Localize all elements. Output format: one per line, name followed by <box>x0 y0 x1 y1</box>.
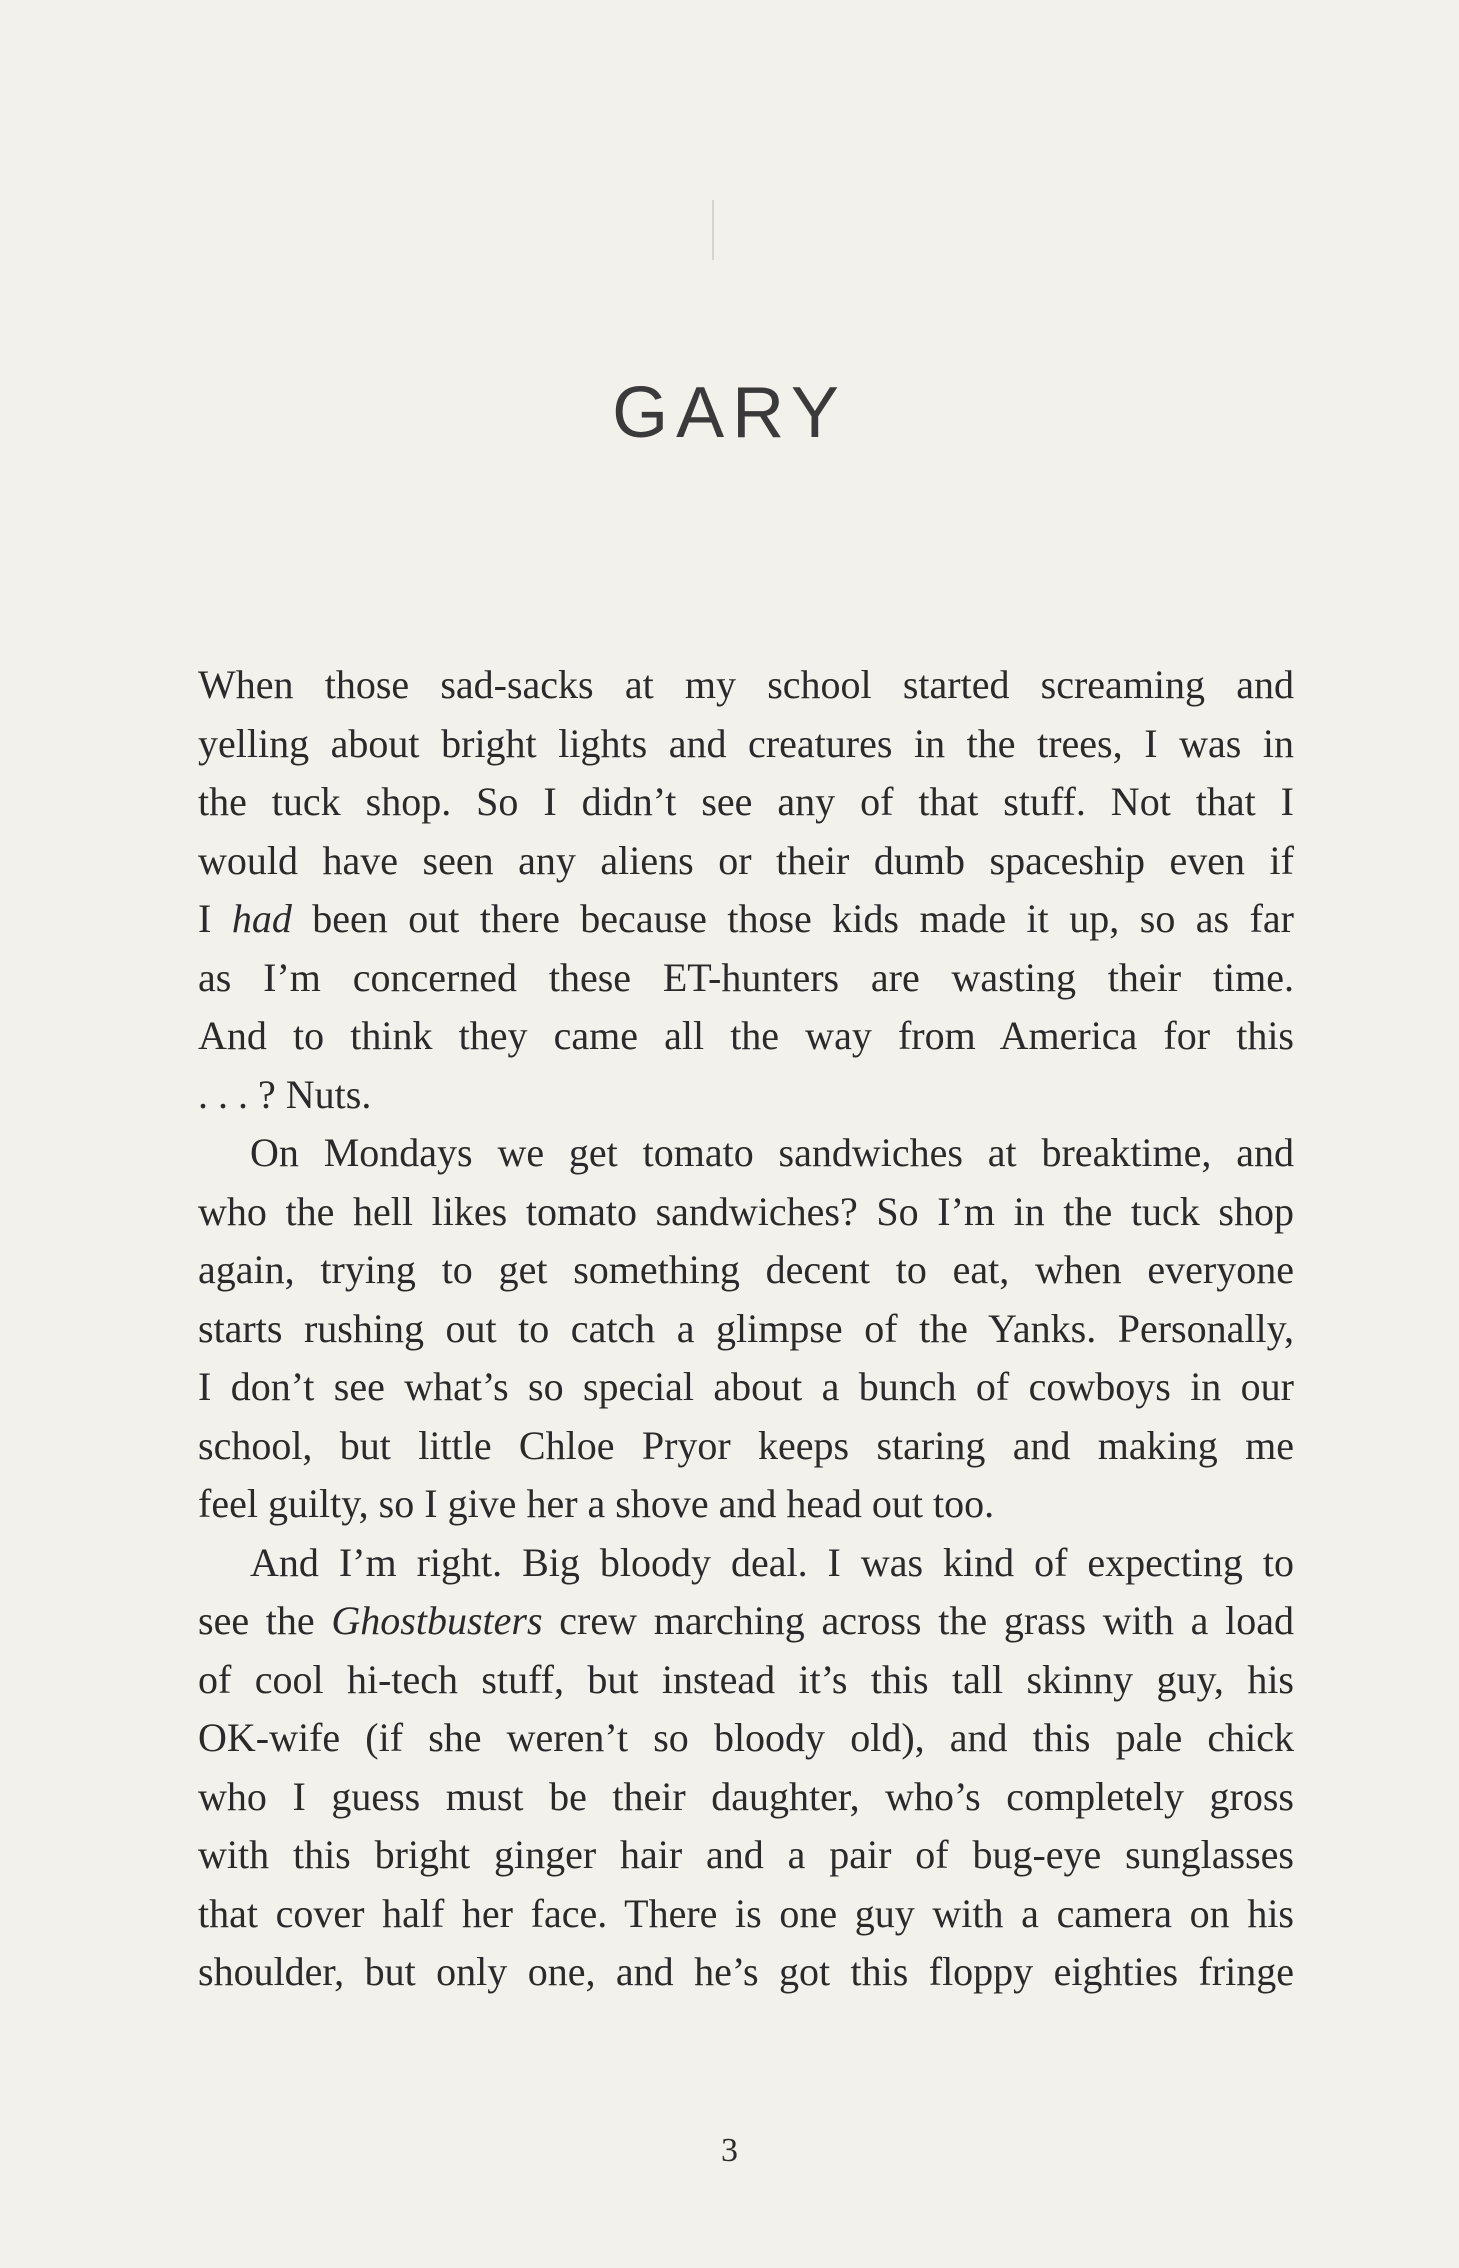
text-line: who the hell likes tomato sandwiches? So I’m in the tuck shop <box>198 1188 1294 1234</box>
text-line: that cover half her face. There is one guy with a camera on his <box>198 1890 1294 1936</box>
text-line: shoulder, but only one, and he’s got this floppy eighties fringe <box>198 1949 1294 1994</box>
page-number: 3 <box>721 2132 738 2169</box>
text-line: with this bright ginger hair and a pair of bug-eye sunglasses <box>198 1832 1294 1877</box>
text-line <box>198 1592 1294 1651</box>
text-line: would have seen any aliens or their dumb spaceship even if <box>198 837 1294 883</box>
chapter-title: GARY <box>612 373 847 453</box>
text-line: When those sad-sacks at my school started screaming and <box>198 662 1294 707</box>
text-segment: I <box>198 896 232 941</box>
text-line: school, but little Chloe Pryor keeps staring and making me <box>198 1422 1294 1468</box>
text-segment: see the <box>198 1598 332 1643</box>
text-line: again, trying to get something decent to eat, when everyone <box>198 1247 1294 1292</box>
body-text <box>198 656 1294 2002</box>
text-line: the tuck shop. So I didn’t see any of that stuff. Not that I <box>198 779 1294 824</box>
text-line: of cool hi-tech stuff, but instead it’s this tall skinny guy, his <box>198 1656 1294 1702</box>
text-line: And I’m right. Big bloody deal. I was kind of expecting to <box>250 1539 1294 1585</box>
text-line: On Mondays we get tomato sandwiches at breaktime, and <box>250 1130 1294 1175</box>
text-line: as I’m concerned these ET-hunters are wasting their time. <box>198 954 1294 1000</box>
text-line: yelling about bright lights and creatures in the trees, I was in <box>198 720 1294 766</box>
text-line: I don’t see what’s so special about a bunch of cowboys in our <box>198 1364 1294 1409</box>
text-segment: been out there because those kids made it up, so as far <box>291 896 1294 941</box>
text-line: starts rushing out to catch a glimpse of the Yanks. Personally, <box>198 1305 1294 1351</box>
text-line <box>198 890 1294 949</box>
text-line: feel guilty, so I give her a shove and head out too. <box>198 1481 995 1526</box>
italic-text: Ghostbusters <box>331 1598 543 1643</box>
text-segment: crew marching across the grass with a load <box>542 1598 1294 1643</box>
text-line: who I guess must be their daughter, who’s completely gross <box>198 1773 1294 1819</box>
text-line: OK-wife (if she weren’t so bloody old), and this pale chick <box>198 1715 1294 1760</box>
text-line: . . . ? Nuts. <box>198 1071 372 1117</box>
italic-text: had <box>231 896 292 941</box>
text-line: And to think they came all the way from America for this <box>198 1013 1294 1058</box>
scan-mark <box>712 200 714 260</box>
